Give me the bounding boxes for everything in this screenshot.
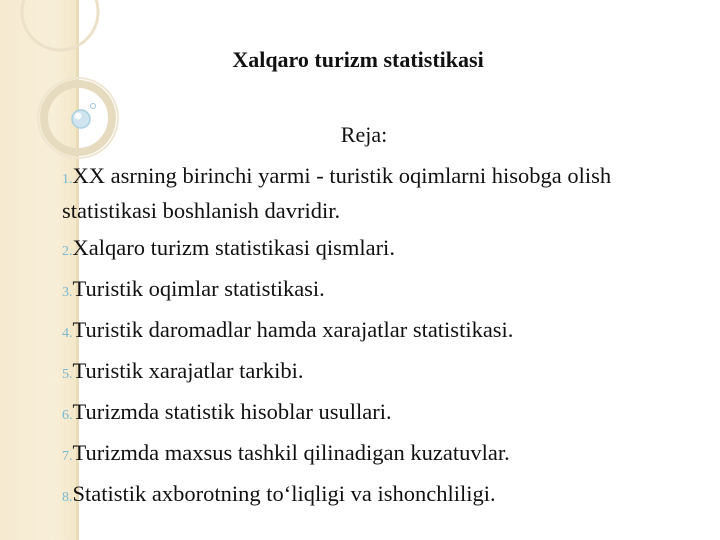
- list-item-text: Turistik daromadlar hamda xarajatlar statistikasi.: [72, 317, 514, 342]
- plan-list: [62, 160, 662, 519]
- list-item-number: 4.: [62, 326, 73, 341]
- slide-title: Xalqaro turizm statistikasi: [232, 47, 484, 72]
- list-item-text: Turistik xarajatlar tarkibi.: [72, 358, 304, 383]
- list-item-number: 3.: [62, 285, 73, 300]
- list-item-number: 1.: [62, 172, 73, 187]
- list-item: [62, 355, 662, 390]
- list-item: [62, 160, 662, 226]
- list-item-text: Turistik oqimlar statistikasi.: [72, 276, 325, 301]
- list-item: [62, 396, 662, 431]
- list-item: [62, 232, 662, 267]
- slide-subtitle: Reja:: [340, 122, 388, 147]
- list-item-number: 8.: [62, 490, 73, 505]
- list-item-number: 5.: [62, 367, 73, 382]
- list-item-text: Turizmda maxsus tashkil qilinadigan kuzatuvlar.: [72, 440, 510, 465]
- list-item: [62, 437, 662, 472]
- list-item-number: 2.: [62, 244, 73, 259]
- list-item-text: Xalqaro turizm statistikasi qismlari.: [72, 235, 395, 260]
- list-item: [62, 478, 662, 513]
- list-item-text: Turizmda statistik hisoblar usullari.: [72, 399, 392, 424]
- list-item-number: 6.: [62, 408, 73, 423]
- list-item-text: XX asrning birinchi yarmi - turistik oqimlarni hisobga olish statistikasi boshlanish davridir.: [62, 163, 612, 223]
- list-item-text: Statistik axborotning to‘liqligi va ishonchliligi.: [72, 481, 496, 506]
- list-item: [62, 314, 662, 349]
- list-item: [62, 273, 662, 308]
- list-item-number: 7.: [62, 449, 73, 464]
